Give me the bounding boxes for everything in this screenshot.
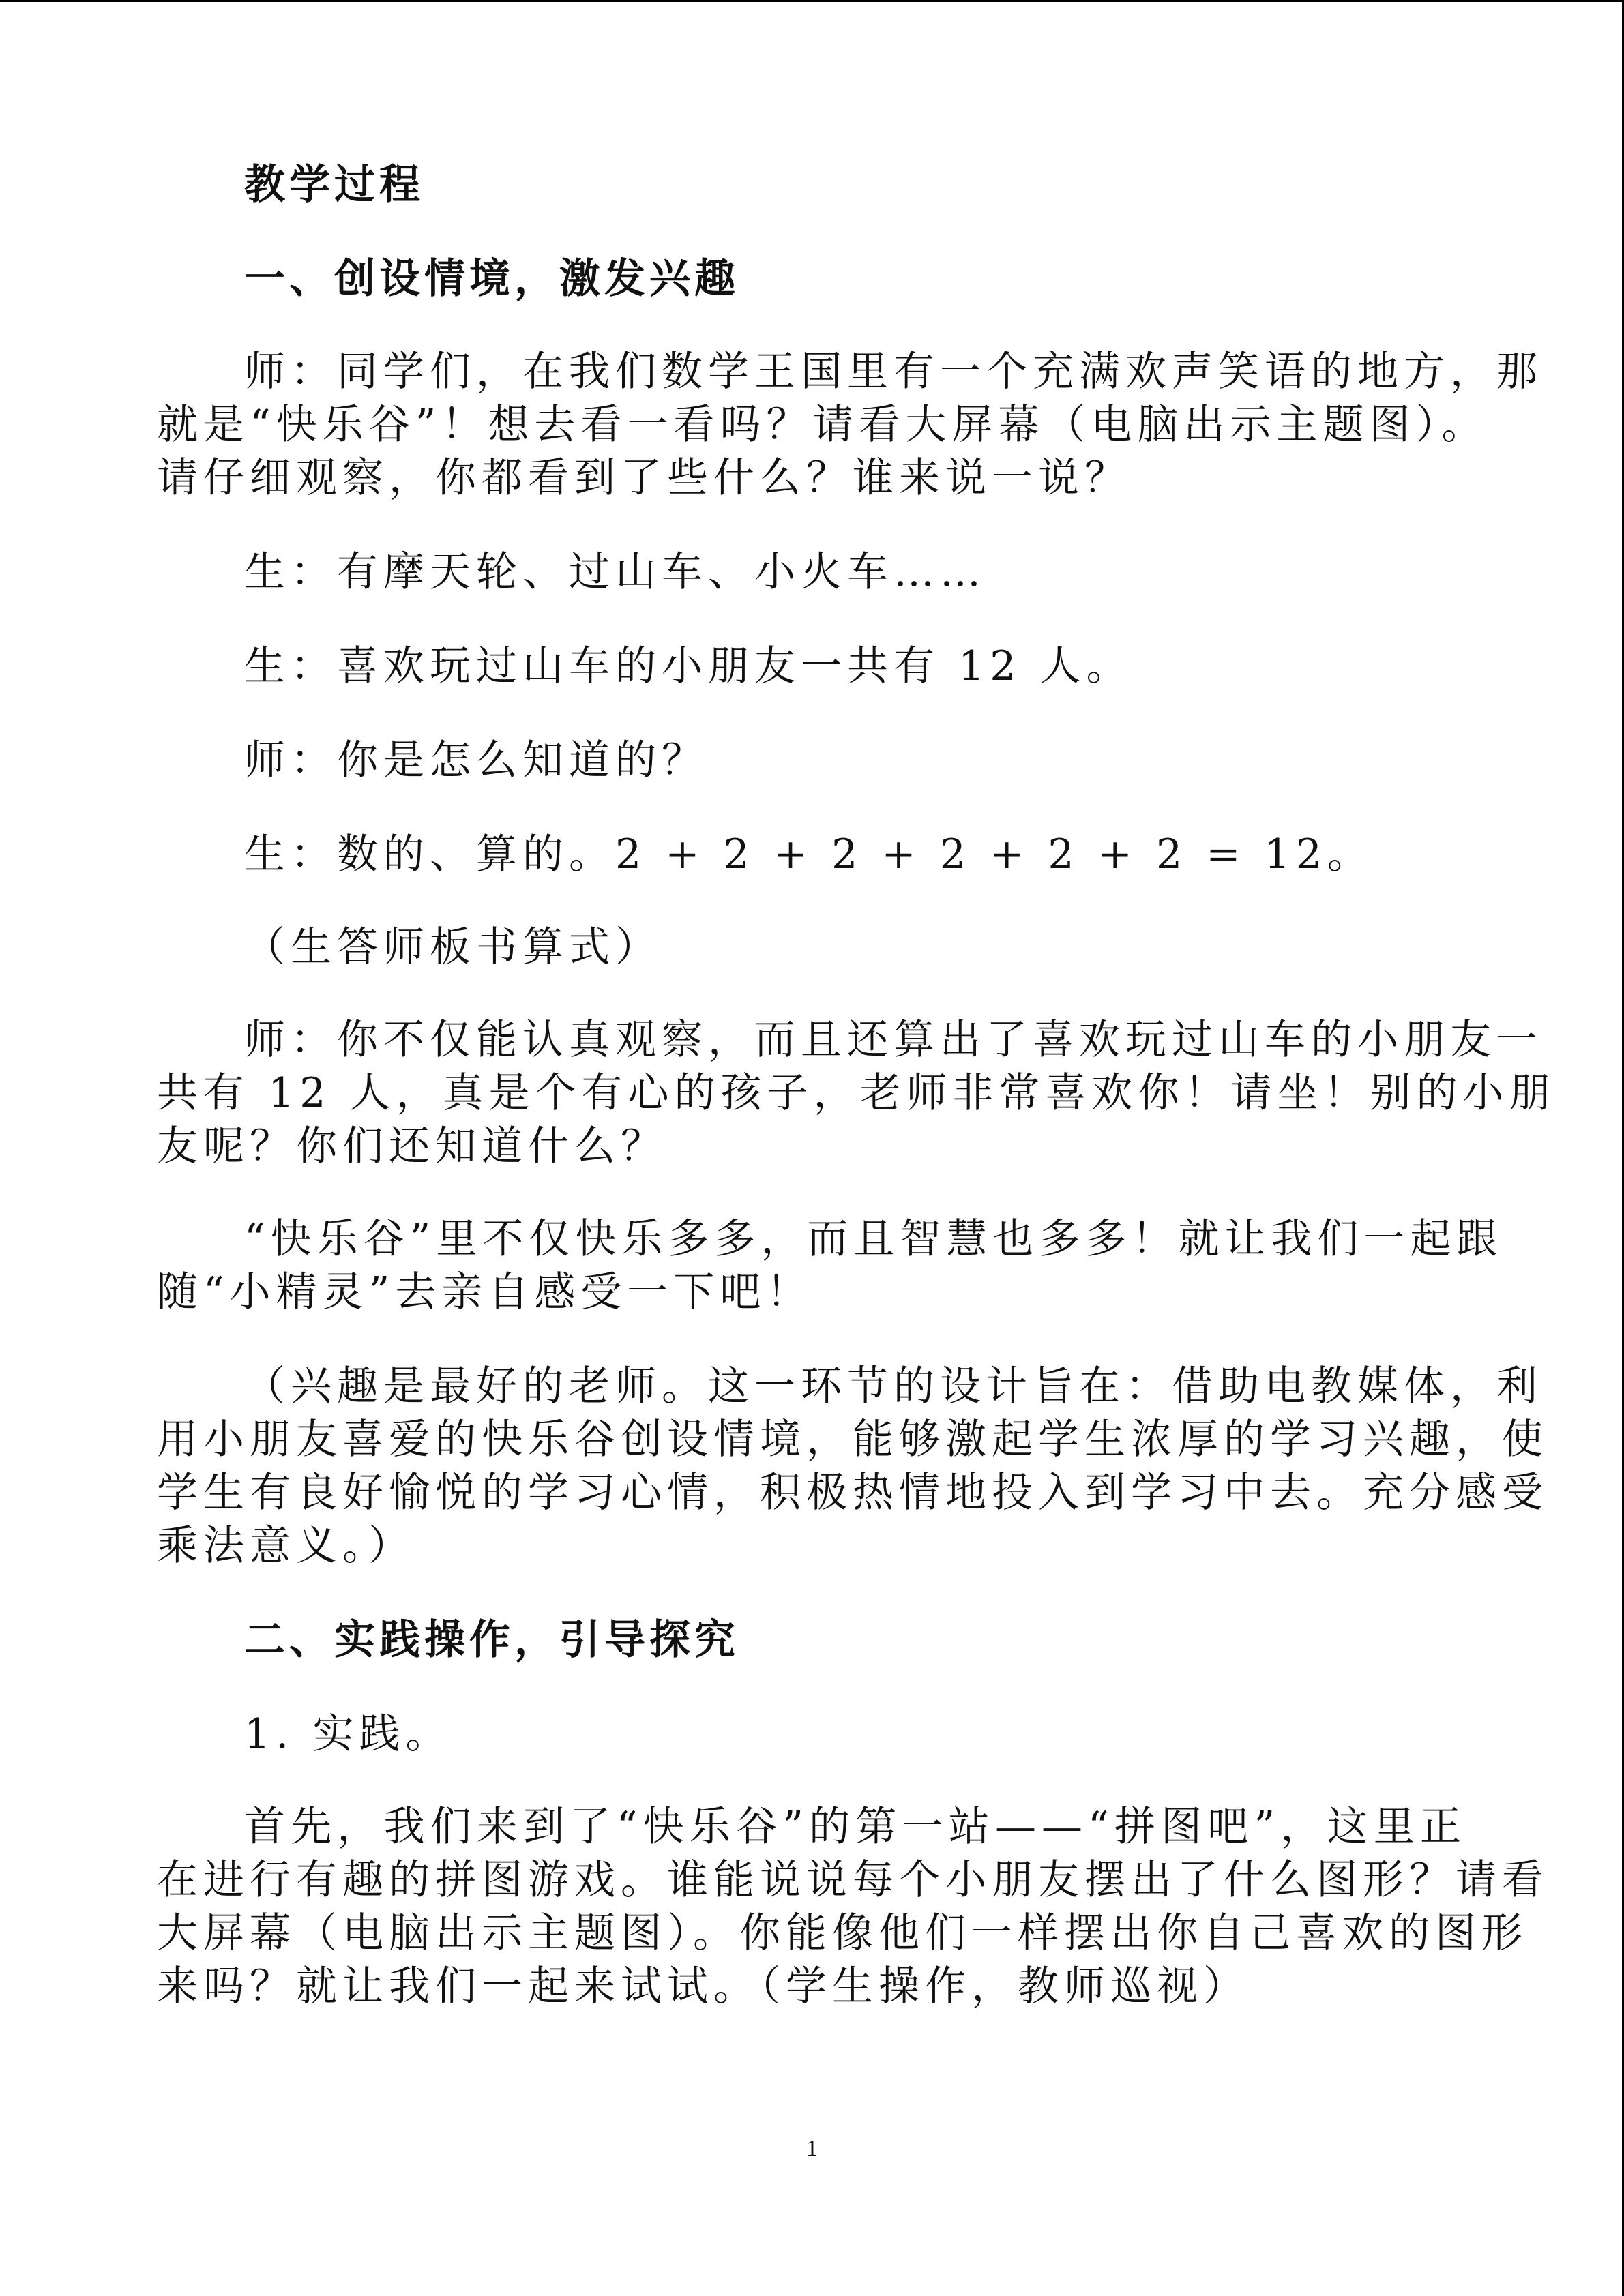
paragraph-line: （兴趣是最好的老师。这一环节的设计旨在：借助电教媒体，利 — [244, 1362, 1543, 1410]
list-item: 1. 实践。 — [244, 1710, 452, 1758]
paragraph-line: 师：你不仅能认真观察，而且还算出了喜欢玩过山车的小朋友一 — [244, 1016, 1543, 1064]
paragraph-line: 在进行有趣的拼图游戏。谁能说说每个小朋友摆出了什么图形？请看 — [157, 1856, 1548, 1904]
paragraph-line: 共有 12 人，真是个有心的孩子，老师非常喜欢你！请坐！别的小朋 — [157, 1069, 1556, 1117]
paragraph-line: 友呢？你们还知道什么？ — [157, 1122, 667, 1170]
dialogue-line: 生：喜欢玩过山车的小朋友一共有 12 人。 — [244, 642, 1133, 690]
paragraph-line: 大屏幕（电脑出示主题图）。你能像他们一样摆出你自己喜欢的图形 — [157, 1909, 1528, 1957]
page-title: 教学过程 — [244, 161, 424, 209]
section-heading-2: 二、实践操作，引导探究 — [244, 1616, 739, 1664]
paragraph-line: 用小朋友喜爱的快乐谷创设情境，能够激起学生浓厚的学习兴趣，使 — [157, 1416, 1548, 1463]
section-heading-1: 一、创设情境，激发兴趣 — [244, 255, 739, 303]
dialogue-line: 生：数的、算的。2 + 2 + 2 + 2 + 2 + 2 = 12。 — [244, 831, 1374, 878]
paragraph-line: 请仔细观察，你都看到了些什么？谁来说一说？ — [157, 454, 1131, 502]
dialogue-line: 生：有摩天轮、过山车、小火车…… — [244, 548, 986, 596]
paragraph-line: 首先，我们来到了“快乐谷”的第一站——“拼图吧”，这里正 — [244, 1803, 1466, 1851]
paragraph-line: 师：同学们，在我们数学王国里有一个充满欢声笑语的地方，那 — [244, 348, 1543, 396]
paragraph-line: “快乐谷”里不仅快乐多多，而且智慧也多多！就让我们一起跟 — [244, 1215, 1503, 1263]
paragraph-line: 就是“快乐谷”！想去看一看吗？请看大屏幕（电脑出示主题图）。 — [157, 401, 1488, 449]
stage-note: （生答师板书算式） — [244, 923, 662, 971]
paragraph-line: 乘法意义。） — [157, 1522, 415, 1570]
page-number: 1 — [806, 2136, 818, 2161]
paragraph-line: 学生有良好愉悦的学习心情，积极热情地投入到学习中去。充分感受 — [157, 1469, 1548, 1517]
dialogue-line: 师：你是怎么知道的？ — [244, 736, 708, 784]
paragraph-line: 随“小精灵”去亲自感受一下吧！ — [157, 1268, 813, 1316]
paragraph-line: 来吗？就让我们一起来试试。（学生操作，教师巡视） — [157, 1963, 1250, 2010]
